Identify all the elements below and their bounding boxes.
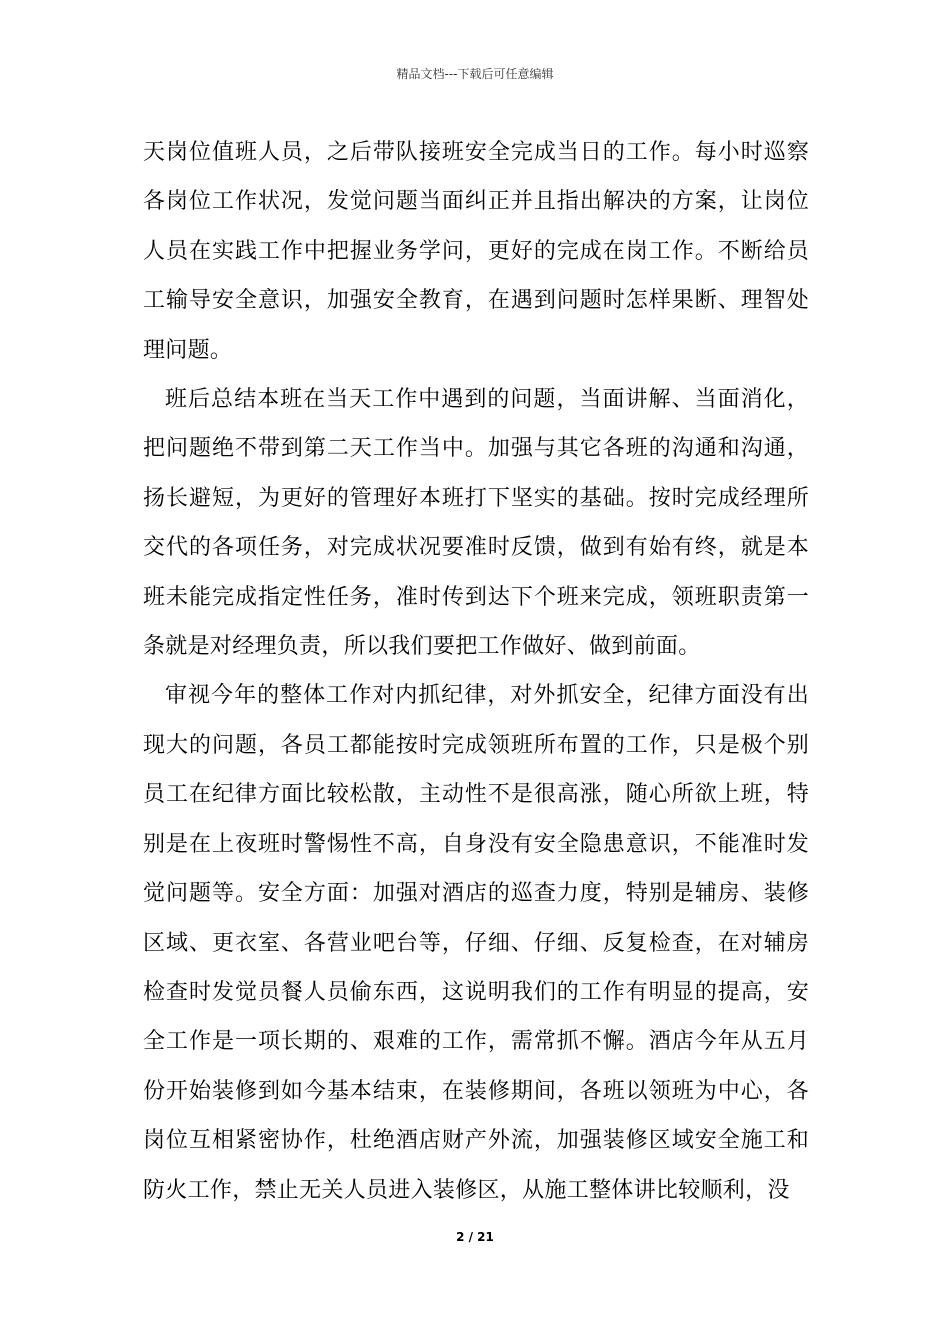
paragraph-continued: 天岗位值班人员，之后带队接班安全完成当日的工作。每小时巡察各岗位工作状况，发觉问题当面纠正并且指出解决的方案，让岗位人员在实践工作中把握业务学问，更好的完成在岗工作。不断给员工输导安全意识，加强安全教育，在遇到问题时怎样果断、理智处理问题。 [143, 140, 809, 363]
paragraph-annual-review: 审视今年的整体工作对内抓纪律，对外抓安全，纪律方面没有出现大的问题，各员工都能按时完成领班所布置的工作，只是极个别员工在纪律方面比较松散，主动性不是很高涨，随心所欲上班，特别是在上夜班时警惕性不高，自身没有安全隐患意识，不能准时发觉问题等。安全方面：加强对酒店的巡查力度，特别是辅房、装修区域、更衣室、各营业吧台等，仔细、仔细、反复检查，在对辅房检查时发觉员餐人员偷东西，这说明我们的工作有明显的提高，安全工作是一项长期的、艰难的工作，需常抓不懈。酒店今年从五月份开始装修到如今基本结束，在装修期间，各班以领班为中心，各岗位互相紧密协作，杜绝酒店财产外流，加强装修区域安全施工和防火工作，禁止无关人员进入装修区，从施工整体讲比较顺利，没 [143, 683, 809, 1203]
document-body [143, 128, 809, 1215]
page-number: 2 / 21 [456, 1230, 494, 1244]
page-header: 精品文档---下载后可任意编辑 [396, 67, 554, 81]
paragraph-shift-summary: 班后总结本班在当天工作中遇到的问题，当面讲解、当面消化，把问题绝不带到第二天工作当中。加强与其它各班的沟通和沟通，扬长避短，为更好的管理好本班打下坚实的基础。按时完成经理所交代的各项任务，对完成状况要准时反馈，做到有始有终，就是本班未能完成指定性任务，准时传到达下个班来完成，领班职责第一条就是对经理负责，所以我们要把工作做好、做到前面。 [143, 387, 809, 660]
